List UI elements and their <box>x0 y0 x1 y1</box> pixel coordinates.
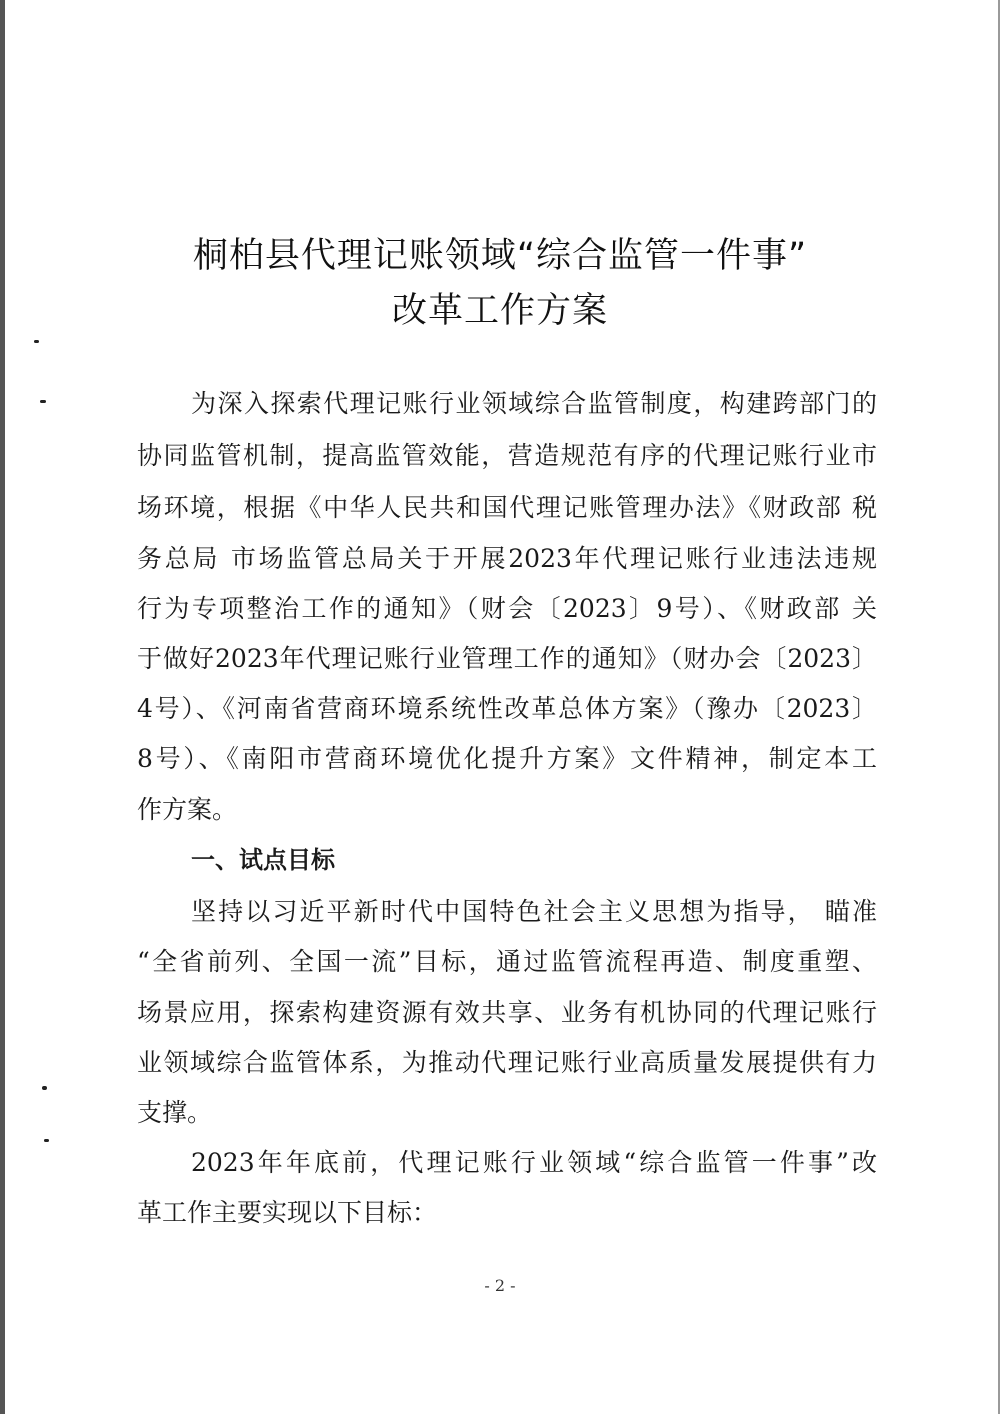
scan-speck <box>42 1086 47 1090</box>
document-title-line-2: 改革工作方案 <box>391 291 608 331</box>
scan-speck <box>34 340 39 343</box>
intro-line: 务总局 市场监管总局关于开展2023年代理记账行业违法违规 <box>137 544 877 573</box>
goal-line: 2023年年底前，代理记账行业领域“综合监管一件事”改 <box>191 1148 877 1177</box>
section-line: 支撑。 <box>137 1098 213 1127</box>
goal-line: 革工作主要实现以下目标： <box>137 1198 438 1227</box>
intro-line: 行为专项整治工作的通知》（财会〔2023〕9号）、《财政部 关 <box>137 594 877 623</box>
section-line: “全省前列、全国一流”目标，通过监管流程再造、制度重塑、 <box>137 947 877 976</box>
intro-line: 于做好2023年代理记账行业管理工作的通知》（财办会〔2023〕 <box>137 644 877 673</box>
section-line: 业领域综合监管体系，为推动代理记账行业高质量发展提供有力 <box>137 1048 877 1077</box>
scan-edge-left <box>0 0 5 1414</box>
intro-line: 4号）、《河南省营商环境系统性改革总体方案》（豫办〔2023〕 <box>137 694 877 723</box>
page-number: - 2 - <box>484 1276 516 1295</box>
intro-line: 8号）、《南阳市营商环境优化提升方案》文件精神，制定本工 <box>137 744 877 773</box>
section-line: 场景应用，探索构建资源有效共享、业务有机协同的代理记账行 <box>137 998 877 1027</box>
document-title-line-1: 桐柏县代理记账领域“综合监管一件事” <box>192 236 808 276</box>
intro-line: 协同监管机制，提高监管效能，营造规范有序的代理记账行业市 <box>137 441 877 470</box>
intro-line: 场环境，根据《中华人民共和国代理记账管理办法》《财政部 税 <box>137 493 877 522</box>
scan-speck <box>40 400 46 403</box>
intro-line: 作方案。 <box>137 795 238 824</box>
section-line: 坚持以习近平新时代中国特色社会主义思想为指导， 瞄准 <box>191 897 877 926</box>
scan-speck <box>44 1139 49 1142</box>
section-heading: 一、试点目标 <box>191 846 335 874</box>
intro-line: 为深入探索代理记账行业领域综合监管制度，构建跨部门的 <box>191 389 877 418</box>
